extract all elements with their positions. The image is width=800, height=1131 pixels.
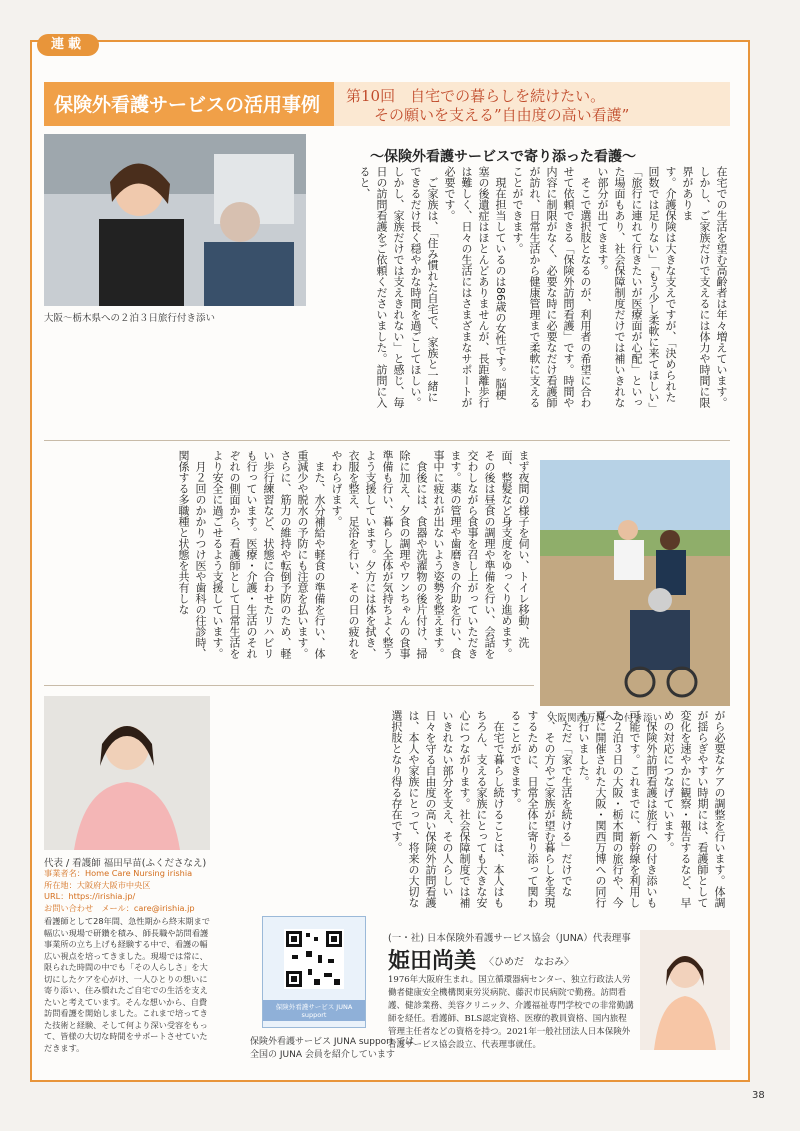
author-bio: 1976年大阪府生まれ。国立循環器病センター、独立行政法人労働者健康安全機構関東労災病院、藤沢市民病院で勤務。訪問看護、健診業務、美容クリニック、介護福祉専門学校での非常勤講師を経任。看護師、BLS認定資格、医療的教員資格、国内旅程管理主任者などの資格を持つ。2021年一般社団法人日本保険外看護サービス協会設立、代表理事就任。 [388,975,634,1050]
expo-photo-illustration [540,460,730,706]
author-reading: 〈ひめだ なおみ〉 [484,957,574,968]
company-description: 看護師として28年間、急性期から終末期まで幅広い現場で研鑽を積み、師長職や訪問看護事業所の立ち上げも経験する中で、看護の幅広い視点を培ってきました。現場では常に、限られた時間の中でも「その人らしさ」を大切にしたケアを心がけ、一人ひとりの想いに寄り添い、住み慣れたご自宅での生活を支えたいと考えています。そんな想いから、自費訪問看護を開始しました。これまで培ってきた技術と経験、そして何より深い受容をもって、皆様の大切な時間をサポートさせていただきます。 [44,916,210,1053]
paragraph: ただ「家で生活を続ける」だけでなく、その方やご家族が望む暮らしを実現するために、日常全体に寄り添って関わることができます。 [509,710,573,908]
author-role: (一・社) 日本保険外看護サービス協会（JUNA）代表理事 [388,933,631,944]
title-band [44,82,730,126]
company-address: 所在地：大阪府大阪市中央区 [44,879,151,890]
representative-portrait [44,696,210,850]
paragraph: また、水分補給や軽食の準備を行い、体重減少や脱水の予防にも注意を払います。さらに、筋力の維持や転倒予防のため、軽い歩行練習など、状態に合わせたリハビリも行っています。医療・介護・生活のそれぞれの側面から、看護師として日常生活をより安全に過ごせるよう支援しています。 [211,450,326,659]
company-info [44,868,214,1054]
paragraph: 現在担当しているのは86歳の女性です。脳梗塞の後遺症はほとんどありませんが、長距離歩行は難しく、日々の生活にはさまざまなサポートが必要です。 [443,166,507,408]
expo-photo [540,460,730,706]
paragraph: がら必要なケアの調整を行います。体調が揺らぎやすい時期には、看護師として変化を速やかに観察・報告するなど、早めの対応につなげています。 [662,710,726,908]
paragraph: す。介護保険は大きな支えですが、「決められた回数では足りない」「もう少し柔軟に来てほしい」「旅行に連れて行きたいが医療面が心配」といった場面もあり、社会保障制度だけでは補いきれない部分が出てきます。 [596,166,677,408]
section-divider [44,685,534,686]
qr-caption-line: 全国の JUNA 会員を紹介しています [250,1050,395,1060]
portrait-illustration [44,696,210,850]
upper-columns [312,166,730,410]
issue-box [334,82,730,126]
author-name: 姫田尚美 [388,948,477,974]
qr-caption-line: 保険外看護サービス JUNA support では [250,1037,415,1047]
qr-card[interactable] [262,916,366,1028]
paragraph: ご家族は、「住み慣れた自宅で、家族と一緒にできるだけ長く穏やかな時間を過ごしてほしい。しかし、家族だけでは支えきれない」と感じ、毎日の訪問看護をご依頼くださいました。訪問に入ると、 [358,166,439,408]
issue-title: 第10回 自宅での暮らしを続けたい。 [346,87,606,105]
qr-pattern [284,929,344,989]
section-divider [44,440,730,441]
paragraph: まず夜間の様子を伺い、トイレ移動、洗面、整髪など身支度をゆっくり進めます。その後は昼食の調理や準備を行い、会話を交わしながら食事を召し上がっていただきます。薬の管理や歯磨きの介助を行い、食事中に疲れが出ないよう姿勢を整えます。 [432,450,530,659]
paragraph: 保険外訪問看護は旅行への付き添いも可能です。これまでに、新幹線を利用した２泊３日の大阪・栃木間の旅行や、今夏に開催された大阪・関西万博への同行も行いました。 [577,710,658,908]
series-tag: 連載 [37,34,99,56]
company-url[interactable]: URL：https://irishia.jp/ [44,891,136,901]
travel-photo-caption: 大阪〜栃木県への２泊３日旅行付き添い [44,313,216,324]
qr-code[interactable] [284,929,344,989]
middle-columns [44,450,532,668]
travel-photo [44,134,306,306]
company-name: 事業者名：Home Care Nursing irishia [44,868,193,878]
paragraph: 在宅で暮らし続けることは、本人はもちろん、支える家族にとっても大きな安心につながります。社会保障制度では補いきれない部分を支え、その人らしい日々を守る自由度の高い保険外訪問看護は、本人や家族にとって、将来の大切な選択肢となり得る存在です。 [390,710,505,908]
qr-label: 保険外看護サービス JUNA support [263,1000,365,1021]
article-subtitle: 〜保険外看護サービスで寄り添った看護〜 [370,149,636,165]
paragraph: 食後には、食器や洗濯物の後片付け、掃除に加え、夕食の調理やワンちゃんの食事準備も行い、暮らし全体が気持ちよく整うよう支援しています。夕方には体を拭き、衣服を整え、足浴を行い、その日の疲れをやわらげます。 [330,450,428,659]
paragraph: 月２回のかかりつけ医や歯科の往診時、関係する多職種と状態を共有しな [177,450,207,659]
author-portrait [640,930,730,1050]
paragraph: そこで選択肢となるのが、利用者の希望に合わせて依頼できる「保険外訪問看護」です。時間や内容に制限がなく、必要な時に必要なだけ看護師が訪れ、日常生活から健康管理まで柔軟に支えることができます。 [511,166,592,408]
band-title: 保険外看護サービスの活用事例 [54,94,321,116]
paragraph: 在宅での生活を望む高齢者は年々増えています。しかし、ご家族だけで支えるには体力や時間に限界がありま [681,166,728,408]
lower-columns [228,710,728,910]
portrait-caption: 代表 / 看護師 福田早苗(ふくださなえ) [44,858,207,869]
travel-photo-illustration [44,134,306,306]
page-number: 38 [752,1090,765,1101]
company-contact[interactable]: お問い合わせ メール：care@irishia.jp [44,902,195,913]
expo-photo-caption: 大阪関西万博への付き添い [548,713,663,724]
author-portrait-illustration [640,930,730,1050]
issue-subtitle: その願いを支える”自由度の高い看護” [374,106,630,124]
